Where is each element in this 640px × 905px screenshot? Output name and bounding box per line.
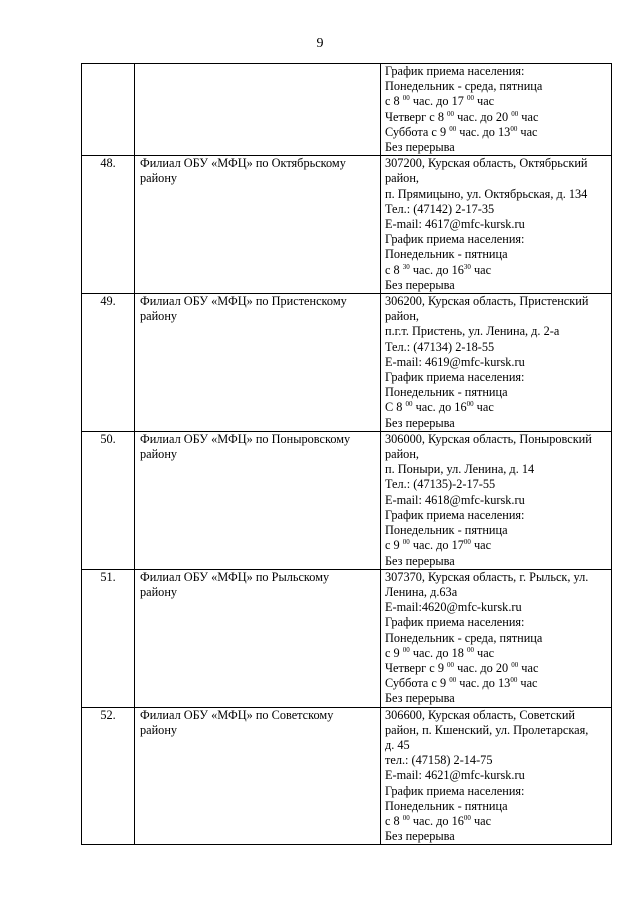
text-line: 306600, Курская область, Советский [385, 707, 575, 722]
text-line: График приема населения: [385, 232, 525, 247]
text-line: Без перерыва [385, 553, 455, 568]
text-line: д. 45 [385, 737, 410, 752]
text-line: Ленина, д.63а [385, 584, 458, 599]
text-line: Филиал ОБУ «МФЦ» по Советскому [140, 707, 334, 722]
time-superscript: 00 [466, 645, 474, 654]
time-superscript: 00 [402, 813, 410, 822]
text-line: район, [385, 309, 419, 324]
row-number: 52. [82, 707, 135, 845]
branch-details [381, 707, 612, 845]
text-line: Филиал ОБУ «МФЦ» по Пристенскому [140, 294, 347, 309]
branch-details [381, 569, 612, 707]
row-number: 50. [82, 431, 135, 569]
text-line: п. Прямицыно, ул. Октябрьская, д. 134 [385, 186, 588, 201]
text-line: Четверг с 9 $^{00}$ час. до 20 $^{00}$ час [385, 660, 539, 675]
time-superscript: 00 [463, 813, 471, 822]
text-line: Четверг с 8 $^{00}$ час. до 20 $^{00}$ час [385, 109, 539, 124]
text-line: Филиал ОБУ «МФЦ» по Октябрьскому [140, 156, 346, 171]
text-line: Суббота с 9 $^{00}$ час. до $13^{00}$ час [385, 124, 538, 139]
branch-name [135, 707, 381, 845]
time-superscript: 00 [405, 400, 413, 409]
time-superscript: 00 [463, 538, 471, 547]
text-line: с 9 $^{00}$ час. до 18 $^{00}$ час [385, 645, 495, 660]
time-superscript: 00 [510, 676, 518, 685]
text-line: Понедельник - среда, пятница [385, 630, 543, 645]
text-line: E-mail: 4621@mfc-kursk.ru [385, 768, 525, 783]
text-line: 306200, Курская область, Пристенский [385, 294, 589, 309]
text-line: С 8 $^{00}$ час. до $16^{00}$ час [385, 400, 494, 415]
text-line: Понедельник - пятница [385, 798, 508, 813]
text-line: График приема населения: [385, 370, 525, 385]
text-line: Понедельник - пятница [385, 523, 508, 538]
text-line: E-mail: 4618@mfc-kursk.ru [385, 492, 525, 507]
branch-name [135, 156, 381, 294]
text-line: 307200, Курская область, Октябрьский [385, 156, 588, 171]
text-line: району [140, 722, 178, 737]
time-superscript: 00 [511, 109, 519, 118]
table-row [82, 707, 612, 845]
text-line: тел.: (47158) 2-14-75 [385, 753, 493, 768]
text-line: Тел.: (47134) 2-18-55 [385, 339, 495, 354]
table-row [82, 431, 612, 569]
page-number: 9 [316, 36, 324, 51]
text-line: Без перерыва [385, 140, 455, 155]
text-line: п. Поныри, ул. Ленина, д. 14 [385, 462, 535, 477]
mfc-branches-table [81, 63, 612, 845]
text-line: Тел.: (47142) 2-17-35 [385, 201, 495, 216]
text-line: с 9 $^{00}$ час. до $17^{00}$ час [385, 538, 492, 553]
time-superscript: 30 [402, 262, 410, 271]
table-row [82, 64, 612, 156]
table-row [82, 156, 612, 294]
text-line: район, [385, 171, 419, 186]
branch-name [135, 294, 381, 432]
text-line: район, [385, 447, 419, 462]
row-number [82, 64, 135, 156]
text-line: району [140, 447, 178, 462]
time-superscript: 00 [466, 400, 474, 409]
row-number: 49. [82, 294, 135, 432]
table-body [82, 64, 612, 845]
text-line: Понедельник - пятница [385, 385, 508, 400]
text-line: с 8 $^{30}$ час. до $16^{30}$ час [385, 262, 492, 277]
text-line: Понедельник - пятница [385, 247, 508, 262]
table-row [82, 294, 612, 432]
branch-name [135, 431, 381, 569]
branch-name [135, 569, 381, 707]
text-line: Тел.: (47135)-2-17-55 [385, 477, 496, 492]
text-line: Филиал ОБУ «МФЦ» по Поныровскому [140, 431, 351, 446]
time-superscript: 00 [402, 645, 410, 654]
text-line: Понедельник - среда, пятница [385, 79, 543, 94]
time-superscript: 00 [449, 676, 457, 685]
text-line: График приема населения: [385, 64, 525, 78]
text-line: Филиал ОБУ «МФЦ» по Рыльскому [140, 569, 330, 584]
text-line: с 8 $^{00}$ час. до $16^{00}$ час [385, 813, 492, 828]
text-line: Без перерыва [385, 829, 455, 844]
time-superscript: 00 [510, 124, 518, 133]
text-line: п.г.т. Пристень, ул. Ленина, д. 2-а [385, 324, 560, 339]
time-superscript: 00 [447, 660, 455, 669]
text-line: району [140, 171, 178, 186]
time-superscript: 00 [402, 538, 410, 547]
text-line: Без перерыва [385, 277, 455, 292]
text-line: 307370, Курская область, г. Рыльск, ул. [385, 569, 589, 584]
text-line: району [140, 584, 178, 599]
text-line: E-mail: 4619@mfc-kursk.ru [385, 354, 525, 369]
text-line: График приема населения: [385, 507, 525, 522]
text-line: Суббота с 9 $^{00}$ час. до $13^{00}$ час [385, 676, 538, 691]
row-number: 48. [82, 156, 135, 294]
time-superscript: 00 [466, 94, 474, 103]
text-line: Без перерыва [385, 415, 455, 430]
text-line: 306000, Курская область, Поныровский [385, 431, 592, 446]
text-line: График приема населения: [385, 783, 525, 798]
text-line: E-mail: 4617@mfc-kursk.ru [385, 217, 525, 232]
text-line: с 8 $^{00}$ час. до 17 $^{00}$ час [385, 94, 495, 109]
text-line: району [140, 309, 178, 324]
time-superscript: 00 [449, 124, 457, 133]
table-row [82, 569, 612, 707]
text-line: район, п. Кшенский, ул. Пролетарская, [385, 722, 589, 737]
text-line: E-mail:4620@mfc-kursk.ru [385, 600, 522, 615]
time-superscript: 30 [463, 262, 471, 271]
time-superscript: 00 [402, 94, 410, 103]
branch-details [381, 64, 612, 156]
row-number: 51. [82, 569, 135, 707]
branch-details [381, 294, 612, 432]
time-superscript: 00 [447, 109, 455, 118]
branch-details [381, 431, 612, 569]
branch-name [135, 64, 381, 156]
text-line: Без перерыва [385, 691, 455, 706]
time-superscript: 00 [511, 660, 519, 669]
text-line: График приема населения: [385, 615, 525, 630]
branch-details [381, 156, 612, 294]
